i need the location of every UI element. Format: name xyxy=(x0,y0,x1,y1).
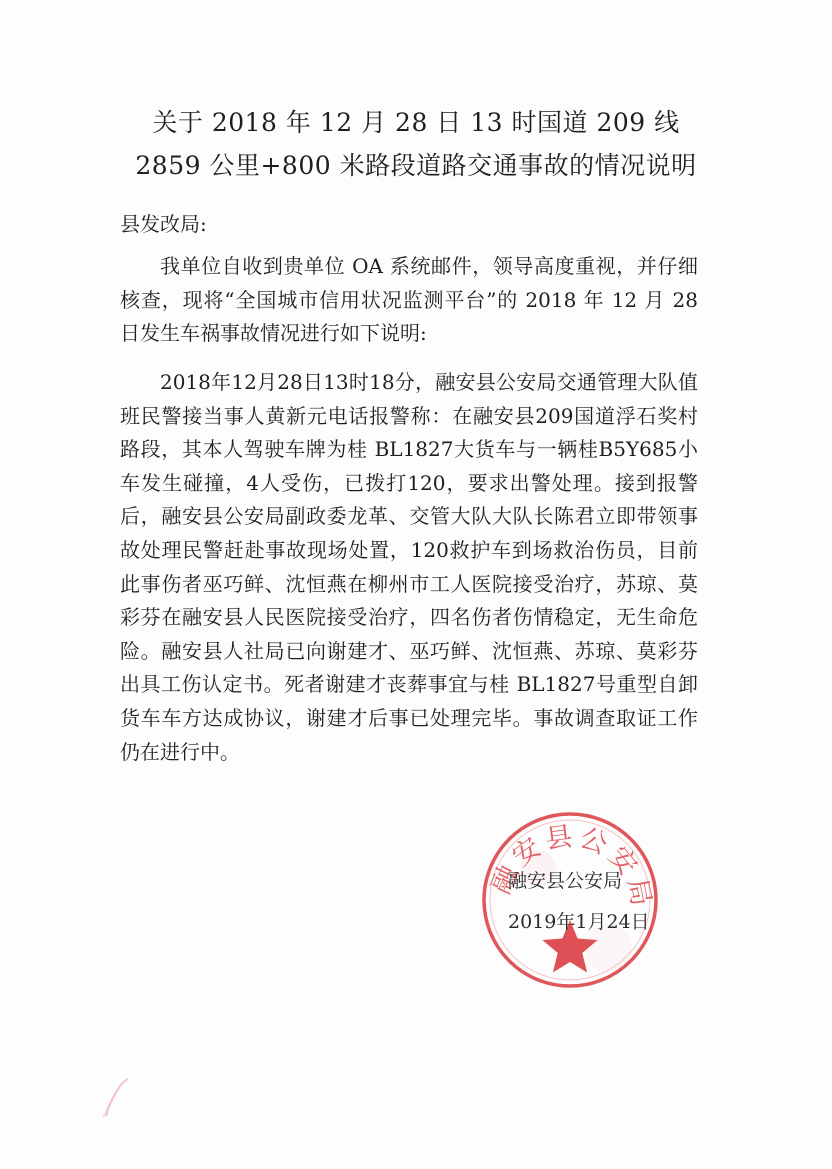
svg-text:融安县公安局: 融安县公安局 xyxy=(485,820,658,913)
addressee: 县发改局: xyxy=(120,212,207,236)
document-title-line-2: 2859 公里+800 米路段道路交通事故的情况说明 xyxy=(135,151,697,180)
ink-smudge xyxy=(98,1076,132,1120)
paragraph-intro: 我单位自收到贵单位 OA 系统邮件，领导高度重视，并仔细核查，现将“全国城市信用状况监测平台”的 2018 年 12 月 28 日发生车祸事故情况进行如下说明: xyxy=(120,254,698,346)
signing-date: 2019年1月24日 xyxy=(508,911,650,933)
document-title-line-1: 关于 2018 年 12 月 28 日 13 时国道 209 线 xyxy=(152,108,680,137)
signer-name: 融安县公安局 xyxy=(508,870,623,892)
paragraph-accident-details: 2018年12月28日13时18分，融安县公安局交通管理大队值班民警接当事人黄新元电话报警称：在融安县209国道浮石奖村路段，其本人驾驶车牌为桂 BL1827大货车与一辆桂B5Y685小车发生碰撞，4人受伤，已拨打120，要求出警处理。接到报警后，融安县公安局副政委龙革、交管大队大队长陈君立即带领事故处理民警赶赴事故现场处置，120救护车到场救治伤员，目前此事伤者巫巧鲜、沈恒燕在柳州市工人医院接受治疗，苏琼、莫彩芬在融安县人民医院接受治疗，四名伤者伤情稳定，无生命危险。融安县人社局已向谢建才、巫巧鲜、沈恒燕、苏琼、莫彩芬出具工伤认定书。死者谢建才丧葬事宜与桂 BL1827号重型自卸货车车方达成协议，谢建才后事已处理完毕。事故调查取证工作仍在进行中。 xyxy=(120,370,698,764)
official-seal xyxy=(478,808,662,992)
